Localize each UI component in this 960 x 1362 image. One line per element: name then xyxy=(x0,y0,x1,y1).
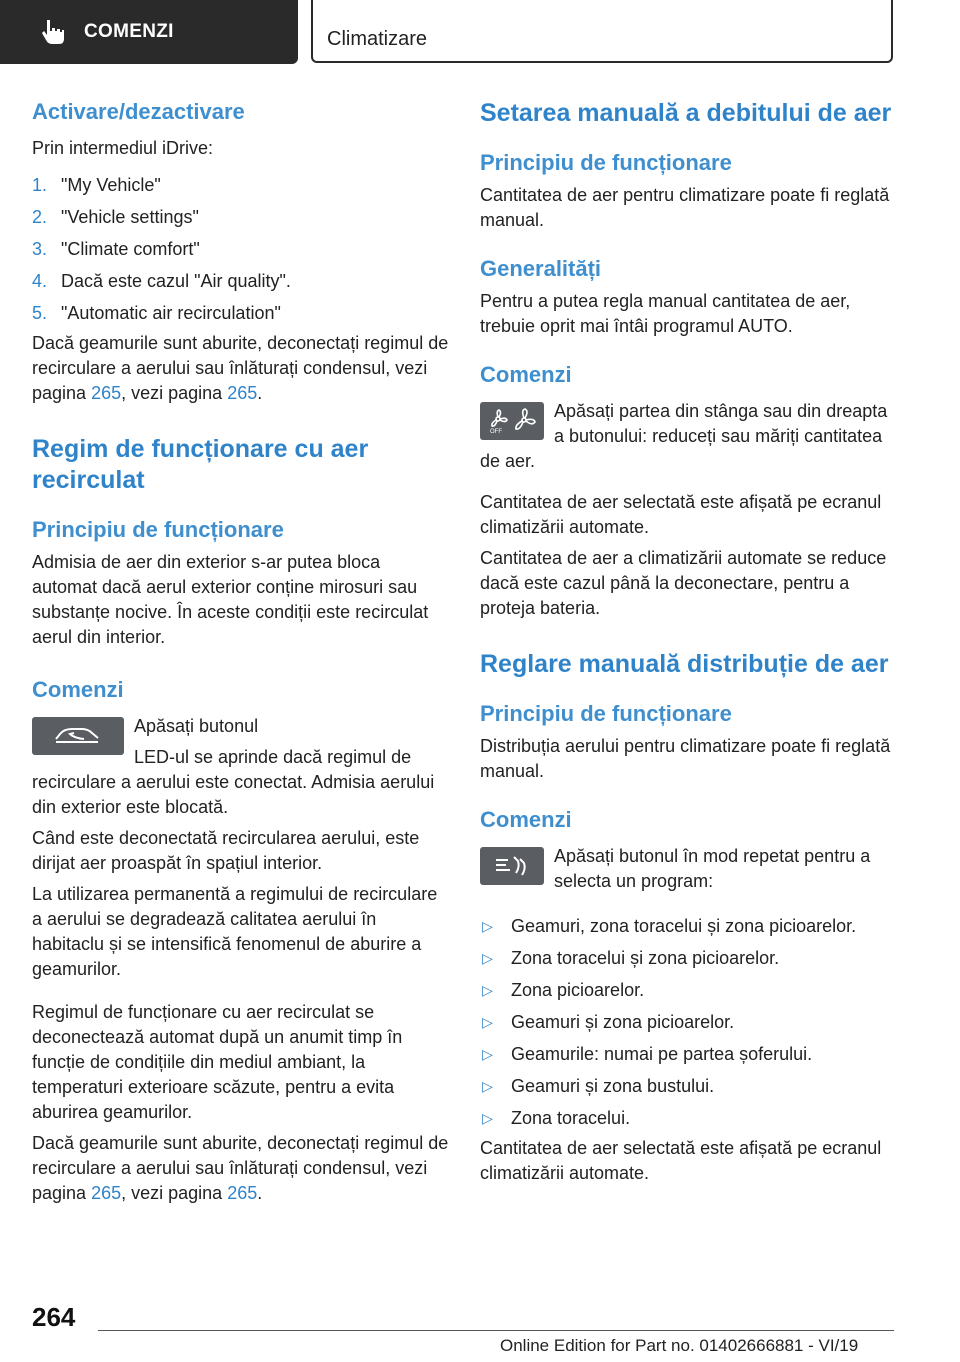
svg-text:OFF: OFF xyxy=(490,429,502,435)
distribution-button-image xyxy=(480,847,544,885)
footer-divider xyxy=(98,1330,894,1331)
list-item: ▷ Geamuri și zona picioarelor. xyxy=(480,1006,898,1038)
airflow-para2: Cantitatea de aer a climatizării automate se reduce dacă este cazul până la deconectare, pentru a proteja bateria. xyxy=(480,548,887,618)
distribution-para1: Cantitatea de aer selectată este afișată pe ecranul climatizării automate. xyxy=(480,1138,882,1183)
airflow-control xyxy=(480,399,898,474)
list-item: ▷ Zona toracelui și zona picioarelor. xyxy=(480,942,898,974)
airflow-heading: Setarea manuală a debitului de aer xyxy=(480,99,892,127)
edition-text: Online Edition for Part no. 01402666881 - VI/19 xyxy=(500,1336,859,1355)
distribution-principle-text: Distribuția aerului pentru climatizare poate fi reglată manual. xyxy=(480,736,891,781)
activation-steps xyxy=(32,169,450,329)
list-item: 2. "Vehicle settings" xyxy=(32,207,199,227)
recirc-principle-heading: Principiu de funcționare xyxy=(32,517,284,542)
distribution-principle-heading: Principiu de funcționare xyxy=(480,701,732,726)
activation-note: Dacă geamurile sunt aburite, deconectați regimul de recirculare a aerului sau înlăturați condensul, vezi pagina 265, vezi pagina 265. xyxy=(32,333,449,403)
list-item: 5. "Automatic air recirculation" xyxy=(32,303,281,323)
recirc-button-image xyxy=(32,717,124,755)
recirculation-icon xyxy=(52,725,104,747)
airflow-principle-text: Cantitatea de aer pentru climatizare poate fi reglată manual. xyxy=(480,185,890,230)
distribution-control xyxy=(480,844,898,894)
airflow-controls-heading: Comenzi xyxy=(480,362,572,387)
airflow-general-heading: Generalități xyxy=(480,256,602,281)
triangle-bullet-icon: ▷ xyxy=(482,1078,493,1094)
triangle-bullet-icon: ▷ xyxy=(482,950,493,966)
section-header xyxy=(311,0,893,63)
triangle-bullet-icon: ▷ xyxy=(482,1110,493,1126)
activation-intro: Prin intermediul iDrive: xyxy=(32,138,214,158)
recirc-note: Dacă geamurile sunt aburite, deconectați regimul de recirculare a aerului sau înlăturați condensul, vezi pagina 265, vezi pagina 265. xyxy=(32,1133,449,1203)
page-link[interactable]: 265 xyxy=(91,1183,122,1203)
airflow-principle-heading: Principiu de funcționare xyxy=(480,150,732,175)
list-item: ▷ Zona picioarelor. xyxy=(480,974,898,1006)
recirc-para1: Când este deconectată recircularea aerului, este dirijat aer proaspăt în spațiul interior. xyxy=(32,828,420,873)
triangle-bullet-icon: ▷ xyxy=(482,1046,493,1062)
airflow-general-text: Pentru a putea regla manual cantitatea de aer, trebuie oprit mai întâi programul AUTO. xyxy=(480,291,851,336)
recirc-controls-heading: Comenzi xyxy=(32,677,124,702)
triangle-bullet-icon: ▷ xyxy=(482,982,493,998)
list-item: ▷ Zona toracelui. xyxy=(480,1102,898,1134)
fan-button-image xyxy=(480,402,544,440)
list-item: 1. "My Vehicle" xyxy=(32,175,161,195)
page-link[interactable]: 265 xyxy=(227,383,258,403)
chapter-label: COMENZI xyxy=(84,21,174,42)
chapter-tab[interactable] xyxy=(0,0,298,64)
left-column xyxy=(32,98,450,1206)
list-item: 3. "Climate comfort" xyxy=(32,239,200,259)
distribution-control-text: Apăsați butonul în mod repetat pentru a selecta un program: xyxy=(554,846,871,891)
recirc-control-line2: LED-ul se aprinde dacă regimul de recirculare a aerului este conectat. Admisia aerului din exterior este blocată. xyxy=(32,747,435,817)
recirc-control xyxy=(32,714,450,820)
airflow-para1: Cantitatea de aer selectată este afișată pe ecranul climatizării automate. xyxy=(480,492,882,537)
recirc-para3: Regimul de funcționare cu aer recirculat se deconectează automat după un anumit timp în funcție de condițiile din mediul ambiant, la temperaturi exterioare scăzute, pentru a evita aburirea geamurilor. xyxy=(32,1002,403,1122)
recirc-para2: La utilizarea permanentă a regimului de recirculare a aerului se degradează calitatea aerului în habitaclu și se intensifică fenomenul de aburire a geamurilor. xyxy=(32,884,438,979)
recirc-control-line1: Apăsați butonul xyxy=(134,716,259,736)
section-title: Climatizare xyxy=(327,28,428,50)
airflow-control-text: Apăsați partea din stânga sau din dreapta a butonului: reduceți sau măriți cantitatea de aer. xyxy=(480,401,888,471)
list-item: ▷ Geamuri, zona toracelui și zona picioarelor. xyxy=(480,910,898,942)
page-link[interactable]: 265 xyxy=(227,1183,258,1203)
recirc-principle-text: Admisia de aer din exterior s-ar putea bloca automat dacă aerul exterior conține mirosuri sau substanțe nocive. În aceste condiții este recirculat aerul din interior. xyxy=(32,552,429,647)
activation-heading: Activare/dezactivare xyxy=(32,99,245,124)
air-distribution-icon xyxy=(492,853,532,879)
hand-pointer-icon xyxy=(38,17,68,47)
triangle-bullet-icon: ▷ xyxy=(482,1014,493,1030)
fan-icon xyxy=(484,407,540,435)
list-item: ▷ Geamuri și zona bustului. xyxy=(480,1070,898,1102)
page-number: 264 xyxy=(32,1302,76,1332)
triangle-bullet-icon: ▷ xyxy=(482,918,493,934)
distribution-options xyxy=(480,910,898,1134)
distribution-controls-heading: Comenzi xyxy=(480,807,572,832)
right-column xyxy=(480,98,898,1186)
list-item: ▷ Geamurile: numai pe partea șoferului. xyxy=(480,1038,898,1070)
list-item: 4. Dacă este cazul "Air quality". xyxy=(32,271,291,291)
page-link[interactable]: 265 xyxy=(91,383,122,403)
distribution-heading: Reglare manuală distribuție de aer xyxy=(480,650,889,678)
recirc-heading: Regim de funcționare cu aer recirculat xyxy=(32,435,369,494)
